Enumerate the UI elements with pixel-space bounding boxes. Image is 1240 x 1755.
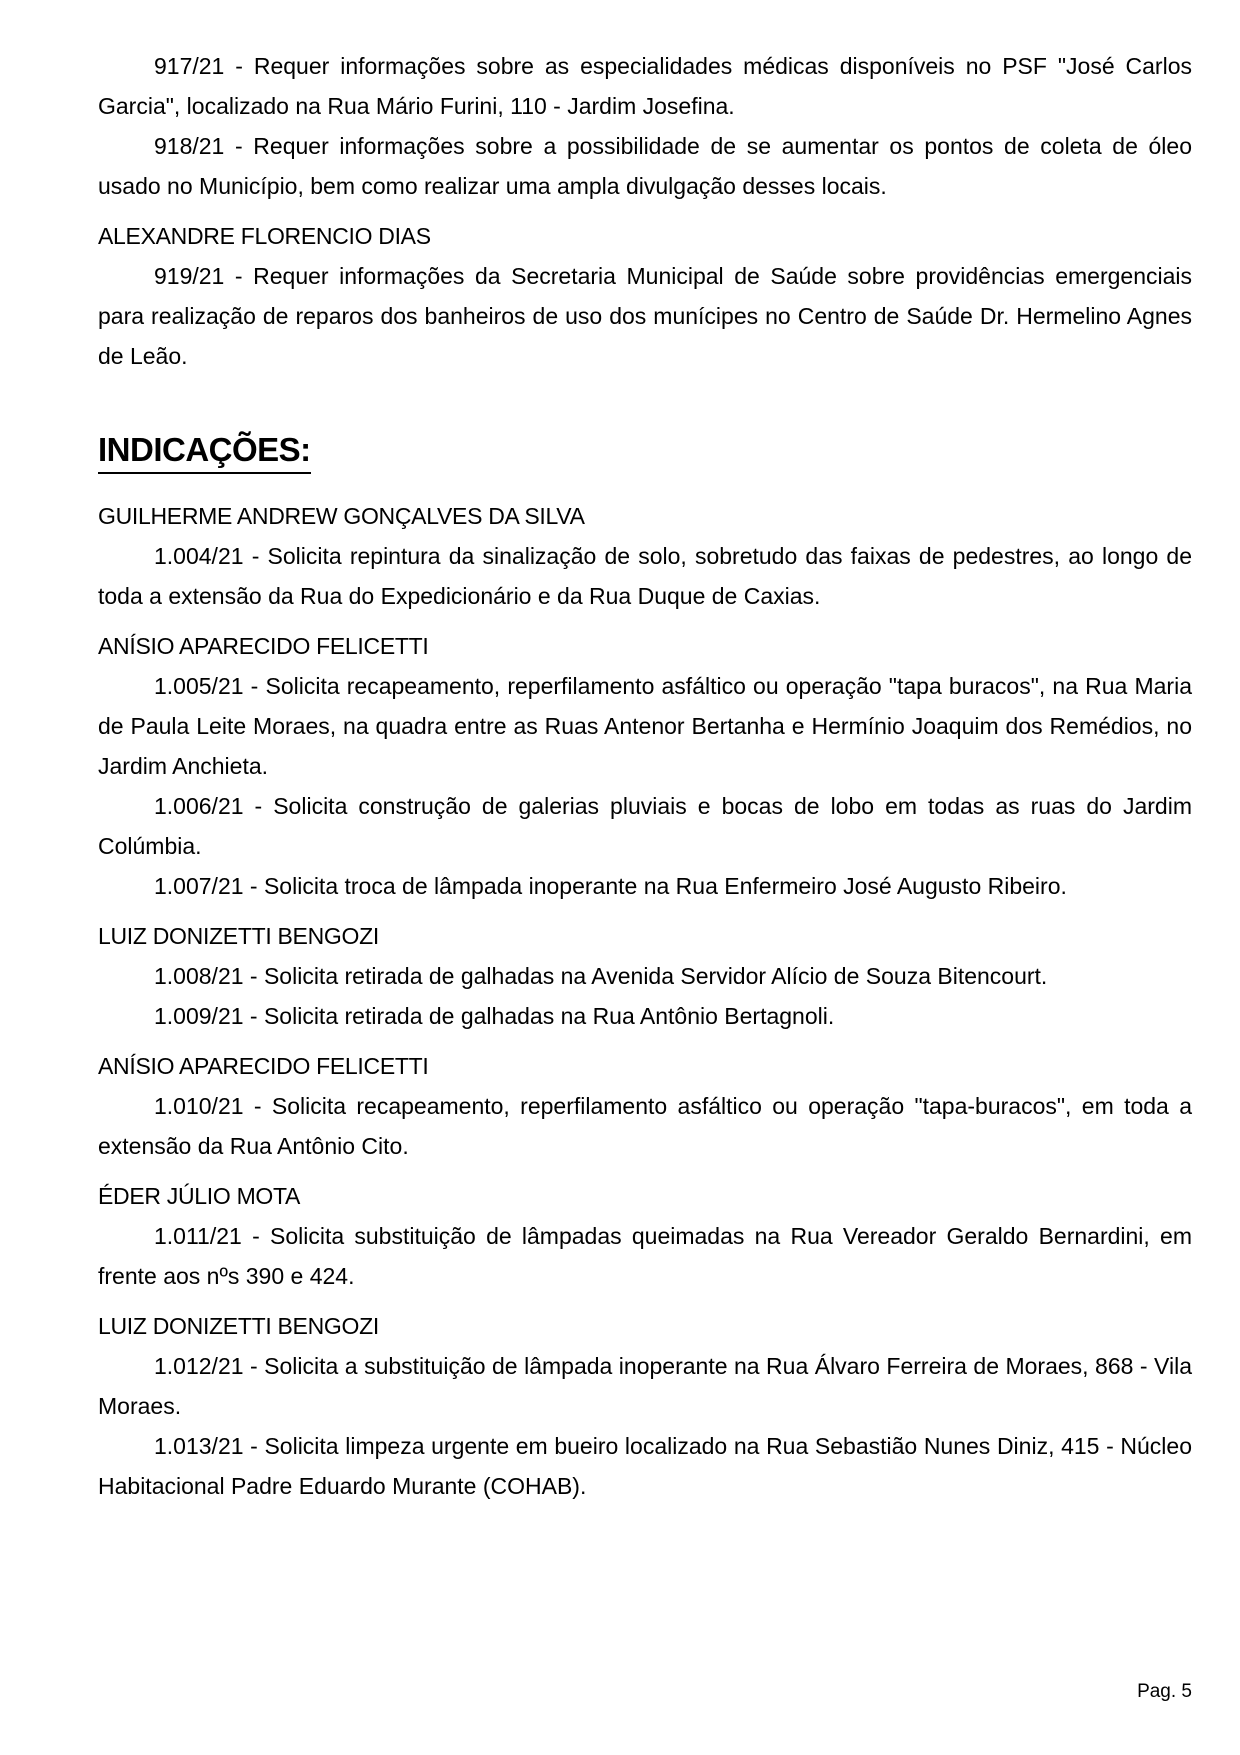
item-text: - Solicita retirada de galhadas na Avenida Servidor Alício de Souza Bitencourt. (243, 963, 1048, 989)
document-page (98, 46, 1192, 1506)
item-number: 1.005/21 (154, 673, 244, 699)
item-1005 (98, 666, 1192, 786)
item-text: - Solicita substituição de lâmpadas queimadas na Rua Vereador Geraldo Bernardini, em frente aos nºs 390 e 424. (98, 1223, 1192, 1289)
item-text: - Solicita construção de galerias pluviais e bocas de lobo em todas as ruas do Jardim Colúmbia. (98, 793, 1192, 859)
item-1007 (98, 866, 1192, 906)
item-number: 917/21 (154, 53, 225, 79)
item-919 (98, 256, 1192, 376)
author-heading: LUIZ DONIZETTI BENGOZI (98, 1313, 379, 1339)
item-number: 1.012/21 (154, 1353, 244, 1379)
author-heading: ANÍSIO APARECIDO FELICETTI (98, 1053, 429, 1079)
item-text: - Solicita repintura da sinalização de solo, sobretudo das faixas de pedestres, ao longo de toda a extensão da Rua do Expedicionário e da Rua Duque de Caxias. (98, 543, 1192, 609)
item-1011 (98, 1216, 1192, 1296)
item-1004 (98, 536, 1192, 616)
item-number: 1.008/21 (154, 963, 244, 989)
item-918 (98, 126, 1192, 206)
item-text: - Solicita limpeza urgente em bueiro localizado na Rua Sebastião Nunes Diniz, 415 - Núcleo Habitacional Padre Eduardo Murante (COHAB). (98, 1433, 1192, 1499)
author-heading: LUIZ DONIZETTI BENGOZI (98, 923, 379, 949)
author-heading: ÉDER JÚLIO MOTA (98, 1183, 301, 1209)
author-heading: ANÍSIO APARECIDO FELICETTI (98, 633, 429, 659)
item-text: - Solicita recapeamento, reperfilamento asfáltico ou operação "tapa-buracos", em toda a extensão da Rua Antônio Cito. (98, 1093, 1192, 1159)
item-number: 1.006/21 (154, 793, 244, 819)
item-text: - Requer informações sobre a possibilidade de se aumentar os pontos de coleta de óleo usado no Município, bem como realizar uma ampla divulgação desses locais. (98, 133, 1192, 199)
item-1012 (98, 1346, 1192, 1426)
item-text: - Solicita a substituição de lâmpada inoperante na Rua Álvaro Ferreira de Moraes, 868 - Vila Moraes. (98, 1353, 1192, 1419)
item-number: 1.007/21 (154, 873, 244, 899)
item-number: 1.004/21 (154, 543, 244, 569)
item-text: - Solicita troca de lâmpada inoperante na Rua Enfermeiro José Augusto Ribeiro. (243, 873, 1067, 899)
item-number: 1.009/21 (154, 1003, 244, 1029)
item-number: 1.010/21 (154, 1093, 244, 1119)
item-number: 1.011/21 (154, 1223, 242, 1249)
item-1008 (98, 956, 1192, 996)
item-917 (98, 46, 1192, 126)
item-text: - Requer informações sobre as especialidades médicas disponíveis no PSF "José Carlos Garcia", localizado na Rua Mário Furini, 110 - Jardim Josefina. (98, 53, 1192, 119)
item-text: - Requer informações da Secretaria Municipal de Saúde sobre providências emergenciais para realização de reparos dos banheiros de uso dos munícipes no Centro de Saúde Dr. Hermelino Agnes de Leão. (98, 263, 1192, 369)
item-number: 918/21 (154, 133, 225, 159)
item-1009 (98, 996, 1192, 1036)
item-number: 919/21 (154, 263, 225, 289)
item-1013 (98, 1426, 1192, 1506)
author-heading: GUILHERME ANDREW GONÇALVES DA SILVA (98, 503, 585, 529)
section-title: INDICAÇÕES: (98, 428, 311, 474)
item-1006 (98, 786, 1192, 866)
item-1010 (98, 1086, 1192, 1166)
author-heading: ALEXANDRE FLORENCIO DIAS (98, 223, 431, 249)
item-number: 1.013/21 (154, 1433, 244, 1459)
page-number: Pag. 5 (1137, 1681, 1192, 1702)
item-text: - Solicita recapeamento, reperfilamento asfáltico ou operação "tapa buracos", na Rua Maria de Paula Leite Moraes, na quadra entre as Ruas Antenor Bertanha e Hermínio Joaquim dos Remédios, no Jardim Anchieta. (98, 673, 1192, 779)
item-text: - Solicita retirada de galhadas na Rua Antônio Bertagnoli. (243, 1003, 835, 1029)
